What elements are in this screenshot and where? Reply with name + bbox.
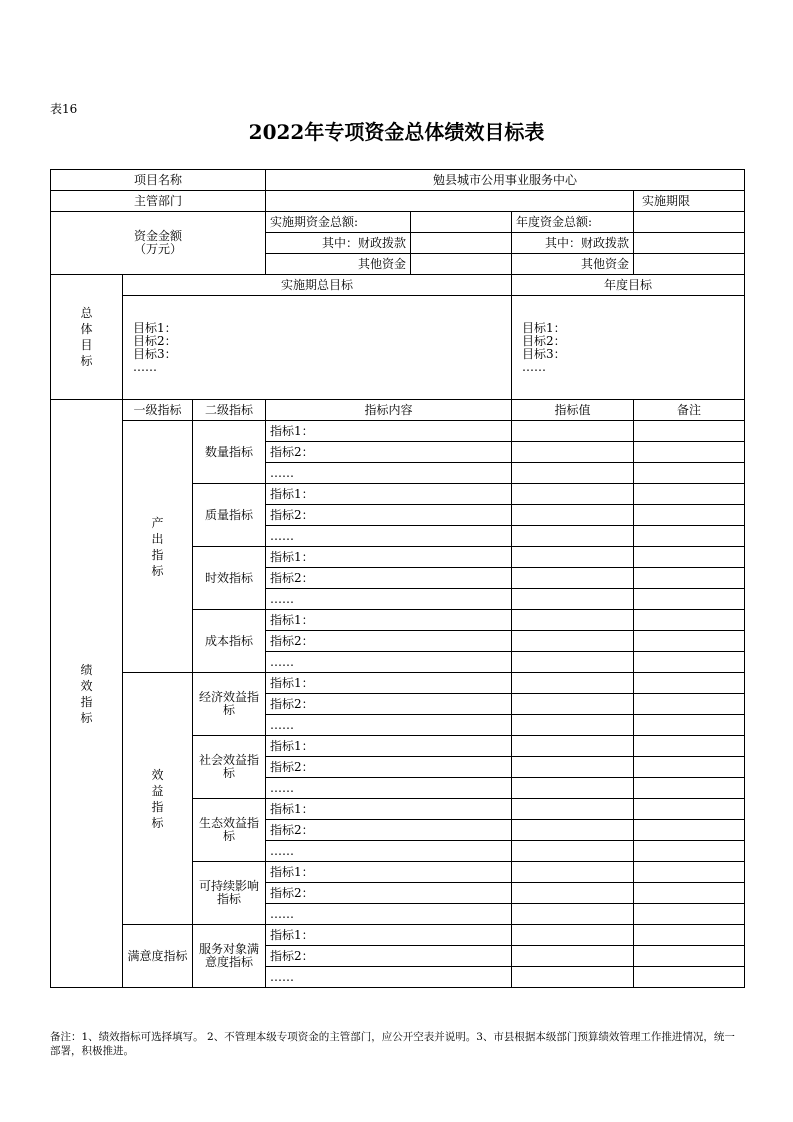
ecological-indicators: 生态效益指标 bbox=[193, 799, 266, 862]
indicator-value bbox=[512, 883, 634, 904]
year-other-value bbox=[634, 254, 745, 275]
impl-fiscal-label: 其中：财政拨款 bbox=[266, 233, 411, 254]
indicator-item: …… bbox=[266, 778, 512, 799]
indicator-remark bbox=[634, 631, 745, 652]
header-level2: 二级指标 bbox=[193, 400, 266, 421]
indicator-value bbox=[512, 757, 634, 778]
indicator-remark bbox=[634, 883, 745, 904]
performance-target-table bbox=[50, 169, 745, 988]
economic-indicators: 经济效益指标 bbox=[193, 673, 266, 736]
impl-goals-cell bbox=[123, 296, 512, 400]
social-indicators: 社会效益指标 bbox=[193, 736, 266, 799]
indicator-value bbox=[512, 421, 634, 442]
benefit-indicators-label: 效益指标 bbox=[123, 673, 193, 925]
header-value: 指标值 bbox=[512, 400, 634, 421]
indicator-remark bbox=[634, 547, 745, 568]
indicator-value bbox=[512, 862, 634, 883]
indicator-remark bbox=[634, 967, 745, 988]
indicator-remark bbox=[634, 463, 745, 484]
indicator-remark bbox=[634, 421, 745, 442]
indicator-remark bbox=[634, 862, 745, 883]
quality-indicators: 质量指标 bbox=[193, 484, 266, 547]
footnote: 备注：1、绩效指标可选择填写。 2、不管理本级专项资金的主管部门，应公开空表并说明。3、市县根据本级部门预算绩效管理工作推进情况，统一部署，积极推进。 bbox=[50, 1031, 735, 1057]
indicator-item: 指标1： bbox=[266, 673, 512, 694]
indicator-item: 指标1： bbox=[266, 421, 512, 442]
impl-goal-3: 目标3： bbox=[133, 346, 177, 361]
page-title: 2022年专项资金总体绩效目标表 bbox=[248, 120, 545, 144]
overall-goals-label: 总体目标 bbox=[51, 275, 123, 400]
indicator-value bbox=[512, 778, 634, 799]
indicator-value bbox=[512, 505, 634, 526]
period-label: 实施期限 bbox=[634, 191, 745, 212]
indicator-item: 指标2： bbox=[266, 694, 512, 715]
funds-label-line1: 资金金额 bbox=[134, 229, 183, 243]
indicator-value bbox=[512, 631, 634, 652]
funds-label-line2: （万元） bbox=[134, 242, 183, 256]
indicator-item: 指标2： bbox=[266, 757, 512, 778]
indicator-item: …… bbox=[266, 904, 512, 925]
indicator-value bbox=[512, 568, 634, 589]
indicator-remark bbox=[634, 799, 745, 820]
indicator-item: 指标2： bbox=[266, 505, 512, 526]
indicator-item: 指标1： bbox=[266, 799, 512, 820]
indicator-remark bbox=[634, 946, 745, 967]
timeliness-indicators: 时效指标 bbox=[193, 547, 266, 610]
indicator-remark bbox=[634, 568, 745, 589]
impl-goal-2: 目标2： bbox=[133, 333, 177, 348]
indicator-remark bbox=[634, 841, 745, 862]
indicator-item: 指标2： bbox=[266, 946, 512, 967]
indicator-item: 指标2： bbox=[266, 631, 512, 652]
indicator-value bbox=[512, 463, 634, 484]
year-goal-more: …… bbox=[522, 359, 547, 374]
impl-goal-1: 目标1： bbox=[133, 320, 177, 335]
indicator-value bbox=[512, 799, 634, 820]
indicator-value bbox=[512, 673, 634, 694]
dept-label: 主管部门 bbox=[51, 191, 266, 212]
indicator-value bbox=[512, 967, 634, 988]
indicator-item: 指标2： bbox=[266, 442, 512, 463]
indicator-item: …… bbox=[266, 967, 512, 988]
year-goals-cell bbox=[512, 296, 745, 400]
service-satisfaction-indicators: 服务对象满意度指标 bbox=[193, 925, 266, 988]
indicator-remark bbox=[634, 610, 745, 631]
perf-indicators-label: 绩效指标 bbox=[51, 400, 123, 988]
indicator-value bbox=[512, 526, 634, 547]
indicator-value bbox=[512, 610, 634, 631]
indicator-remark bbox=[634, 820, 745, 841]
indicator-remark bbox=[634, 778, 745, 799]
indicator-value bbox=[512, 820, 634, 841]
impl-total-value bbox=[411, 212, 512, 233]
dept-value bbox=[266, 191, 634, 212]
indicator-value bbox=[512, 484, 634, 505]
indicator-item: …… bbox=[266, 463, 512, 484]
indicator-value bbox=[512, 589, 634, 610]
indicator-item: 指标2： bbox=[266, 568, 512, 589]
header-remark: 备注 bbox=[634, 400, 745, 421]
indicator-remark bbox=[634, 904, 745, 925]
table-number: 表16 bbox=[50, 102, 78, 116]
indicator-remark bbox=[634, 736, 745, 757]
indicator-remark bbox=[634, 484, 745, 505]
impl-other-label: 其他资金 bbox=[266, 254, 411, 275]
impl-other-value bbox=[411, 254, 512, 275]
indicator-item: 指标1： bbox=[266, 925, 512, 946]
indicator-remark bbox=[634, 526, 745, 547]
impl-goal-header: 实施期总目标 bbox=[123, 275, 512, 296]
indicator-value bbox=[512, 442, 634, 463]
cost-indicators: 成本指标 bbox=[193, 610, 266, 673]
indicator-remark bbox=[634, 715, 745, 736]
indicator-item: …… bbox=[266, 526, 512, 547]
indicator-value bbox=[512, 925, 634, 946]
indicator-value bbox=[512, 736, 634, 757]
indicator-remark bbox=[634, 673, 745, 694]
year-fiscal-label: 其中：财政拨款 bbox=[512, 233, 634, 254]
indicator-item: 指标2： bbox=[266, 883, 512, 904]
indicator-remark bbox=[634, 505, 745, 526]
indicator-remark bbox=[634, 589, 745, 610]
impl-total-label: 实施期资金总额: bbox=[266, 212, 411, 233]
indicator-item: …… bbox=[266, 652, 512, 673]
indicator-item: …… bbox=[266, 841, 512, 862]
indicator-item: 指标1： bbox=[266, 736, 512, 757]
impl-fiscal-value bbox=[411, 233, 512, 254]
indicator-item: 指标1： bbox=[266, 862, 512, 883]
indicator-item: 指标1： bbox=[266, 547, 512, 568]
year-total-label: 年度资金总额: bbox=[512, 212, 634, 233]
satisfaction-indicators-label: 满意度指标 bbox=[123, 925, 193, 988]
indicator-value bbox=[512, 652, 634, 673]
indicator-remark bbox=[634, 652, 745, 673]
indicator-remark bbox=[634, 925, 745, 946]
indicator-remark bbox=[634, 694, 745, 715]
year-goal-3: 目标3： bbox=[522, 346, 566, 361]
header-content: 指标内容 bbox=[266, 400, 512, 421]
project-name-label: 项目名称 bbox=[51, 170, 266, 191]
year-fiscal-value bbox=[634, 233, 745, 254]
indicator-value bbox=[512, 694, 634, 715]
indicator-value bbox=[512, 715, 634, 736]
indicator-item: 指标2： bbox=[266, 820, 512, 841]
indicator-item: 指标1： bbox=[266, 610, 512, 631]
impl-goal-more: …… bbox=[133, 359, 157, 374]
year-goal-header: 年度目标 bbox=[512, 275, 745, 296]
indicator-value bbox=[512, 841, 634, 862]
project-name-value: 勉县城市公用事业服务中心 bbox=[266, 170, 745, 191]
indicator-item: …… bbox=[266, 589, 512, 610]
indicator-value bbox=[512, 547, 634, 568]
indicator-item: 指标1： bbox=[266, 484, 512, 505]
indicator-value bbox=[512, 904, 634, 925]
indicator-remark bbox=[634, 442, 745, 463]
quantity-indicators: 数量指标 bbox=[193, 421, 266, 484]
indicator-remark bbox=[634, 757, 745, 778]
funds-label bbox=[51, 212, 266, 275]
year-goal-2: 目标2： bbox=[522, 333, 566, 348]
year-total-value bbox=[634, 212, 745, 233]
indicator-item: …… bbox=[266, 715, 512, 736]
indicator-value bbox=[512, 946, 634, 967]
output-indicators-label: 产出指标 bbox=[123, 421, 193, 673]
year-other-label: 其他资金 bbox=[512, 254, 634, 275]
header-level1: 一级指标 bbox=[123, 400, 193, 421]
year-goal-1: 目标1： bbox=[522, 320, 566, 335]
sustainable-indicators: 可持续影响指标 bbox=[193, 862, 266, 925]
